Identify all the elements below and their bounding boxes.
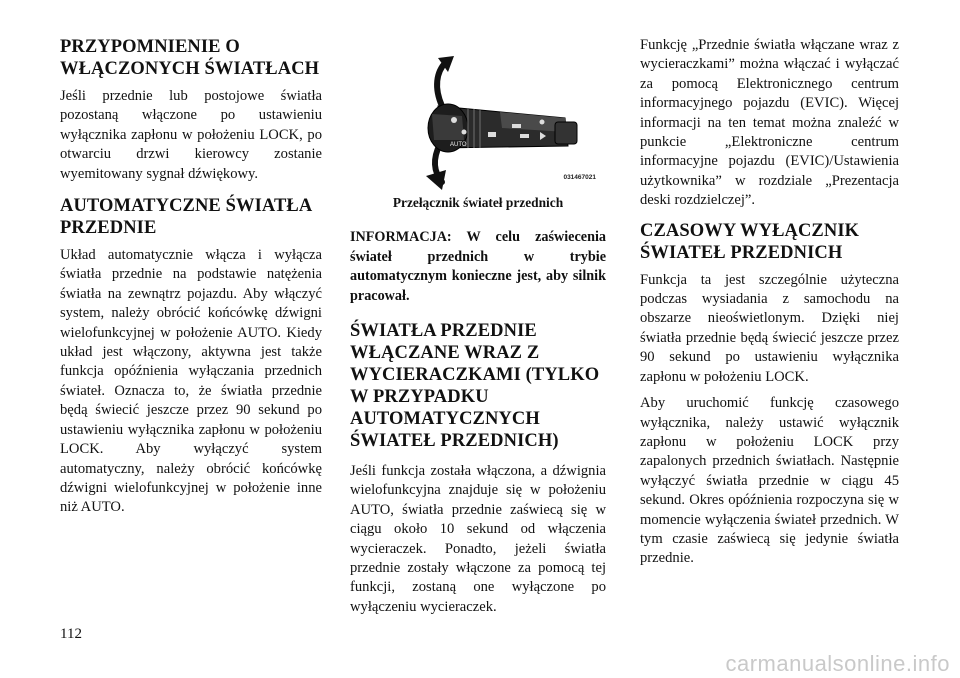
figure-caption: Przełącznik świateł przednich: [392, 195, 564, 210]
column-middle: [350, 36, 606, 624]
column-left: [60, 36, 322, 525]
page-number: 112: [60, 626, 82, 642]
auto-position-label: AUTO: [450, 142, 467, 148]
heading-wiper-headlights: ŚWIATŁA PRZEDNIE WŁĄCZANE WRAZ Z WYCIERACZKAMI (TYLKO W PRZYPADKU AUTOMATYCZNYCH ŚWIATEŁ PRZEDNICH): [350, 321, 600, 452]
paragraph-automatic-headlights: Układ automatycznie włącza i wyłącza światła przednie na podstawie natężenia światła na zewnątrz pojazdu. Aby włączyć system, należy obrócić końcówkę dźwigni wielofunkcyjnej w położenie AUTO. Kiedy układ jest włączony, aktywna jest także funkcja opóźnienia wyłączania przednich świateł. Oznacza to, że światła przednie będą świecić jeszcze przez 90 sekund po ustawieniu wyłącznika zapłonu w położeniu LOCK. Aby wyłączyć system automatyczny, należy obrócić końcówkę dźwigni wielofunkcyjnej w położenie inne niż AUTO.: [60, 247, 322, 516]
paragraph-timer-usefulness: Funkcja ta jest szczególnie użyteczna podczas wysiadania z samochodu na obszarze nieoświetlonym. Dzięki niej światła przednie będą świecić jeszcze przez 90 sekund po ustawieniu wyłącznika zapłonu w położeniu LOCK.: [640, 271, 899, 385]
column-right: [640, 36, 899, 576]
paragraph-evic: Funkcję „Przednie światła włączane wraz z wycieraczkami” można włączać i wyłączać za pomocą Elektronicznego centrum informacyjnego pojazdu (EVIC). Więcej informacji na ten temat można znaleźć w punkcie „Elektroniczne centrum informacyjne pojazdu (EVIC)/Ustawienia użytkownika” w rozdziale „Prezentacja deski rozdzielczej”.: [640, 37, 899, 209]
watermark: carmanualsonline.info: [725, 651, 950, 676]
paragraph-wiper-headlights: Jeśli funkcja została włączona, a dźwignia wielofunkcyjna znajduje się w położeniu AUTO, światła przednie zaświecą się w ciągu około 10 sekund od włączenia wycieraczek. Ponadto, jeżeli światła przednie zostały włączone za pomocą tej funkcji, zostaną one wyłączone po wyłączeniu wycieraczek.: [350, 463, 606, 615]
heading-headlight-timer: CZASOWY WYŁĄCZNIK ŚWIATEŁ PRZEDNICH: [640, 220, 860, 263]
headlight-switch-illustration: [350, 36, 606, 191]
note-engine-running: INFORMACJA: W celu zaświecenia świateł przednich w trybie automatycznym konieczne jest, aby silnik pracował.: [350, 229, 606, 304]
headlight-switch-figure: [350, 36, 606, 191]
figure-code: 031467021: [563, 174, 596, 181]
paragraph-lights-reminder: Jeśli przednie lub postojowe światła pozostaną włączone po ustawieniu wyłącznika zapłonu w położeniu LOCK, po otwarciu drzwi kierowcy zostanie wyemitowany sygnał dźwiękowy.: [60, 88, 322, 182]
heading-automatic-headlights: AUTOMATYCZNE ŚWIATŁA PRZEDNIE: [60, 196, 312, 239]
heading-lights-reminder: PRZYPOMNIENIE O WŁĄCZONYCH ŚWIATŁACH: [60, 37, 320, 79]
paragraph-timer-activation: Aby uruchomić funkcję czasowego wyłącznika, należy ustawić wyłącznik zapłonu w położeniu LOCK przy zapalonych przednich światłach. Następnie wyłączyć światła przednie w ciągu 45 sekund. Okres opóźnienia rozpoczyna się w momencie wyłączenia świateł przednich. W tym czasie zaświecą się jedynie światła przednie.: [640, 395, 899, 567]
